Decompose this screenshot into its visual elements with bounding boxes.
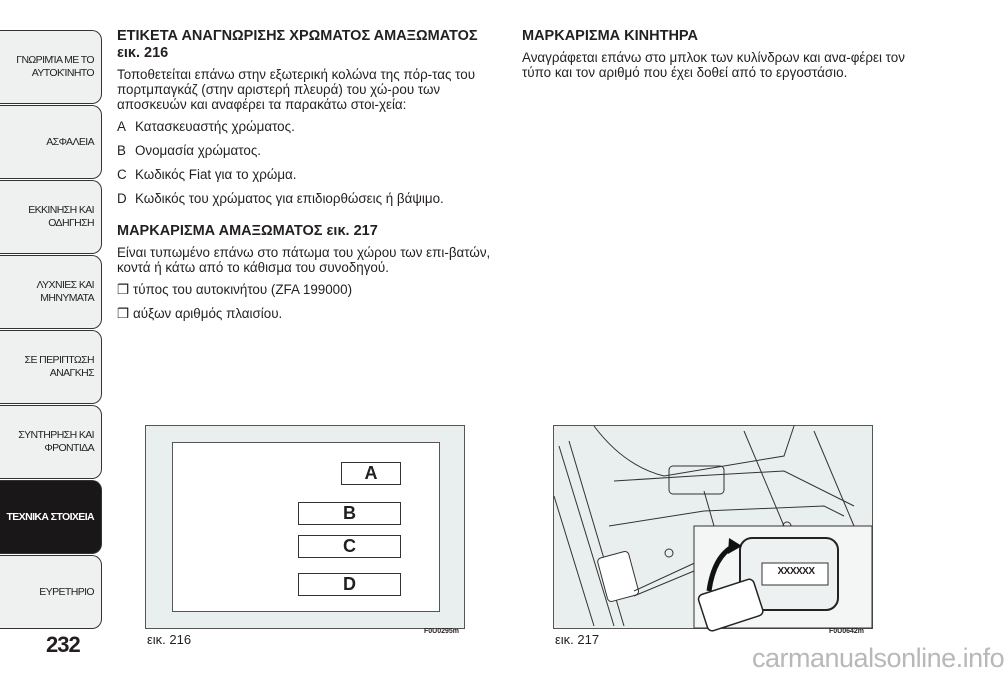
tab-technical-data[interactable] xyxy=(0,480,102,554)
list-item xyxy=(117,306,502,321)
checkbox-bullet-icon: ❒ xyxy=(117,282,130,297)
left-column xyxy=(117,28,502,330)
tab-label: ΤΕΧΝΙΚΑ ΣΤΟΙΧΕΙΑ xyxy=(6,510,94,523)
tab-maintenance[interactable] xyxy=(0,405,102,479)
item-text: τύπος του αυτοκινήτου (ZFA 199000) xyxy=(133,282,353,297)
tab-emergency[interactable] xyxy=(0,330,102,404)
floor-marking-illustration xyxy=(554,426,872,628)
right-column xyxy=(522,28,907,87)
figure-code: F0U0295m xyxy=(424,628,460,635)
paragraph: Είναι τυπωμένο επάνω στο πάτωμα του χώρου των επι-βατών, κοντά ή κάτω από το κάθισμα του συνοδηγού. xyxy=(117,245,491,275)
label-a: A xyxy=(341,462,401,485)
item-text: Κωδικός του χρώματος για επιδιορθώσεις ή βάψιμο. xyxy=(135,191,444,206)
item-key: C xyxy=(117,167,127,182)
tab-label: ΕΚΚΙΝΗΣΗ ΚΑΙ ΟΔΗΓΗΣΗ xyxy=(28,204,94,229)
section-title: ΜΑΡΚΑΡΙΣΜΑ ΚΙΝΗΤΗΡΑ xyxy=(522,28,698,44)
figure-code: F0U0642m xyxy=(829,628,865,635)
item-text: αύξων αριθμός πλαισίου. xyxy=(133,306,283,321)
tab-lights-messages[interactable] xyxy=(0,255,102,329)
tab-getting-to-know[interactable] xyxy=(0,30,102,104)
section-title: ΕΤΙΚΕΤΑ ΑΝΑΓΝΩΡΙΣΗΣ ΧΡΩΜΑΤΟΣ ΑΜΑΞΩΜΑΤΟΣ εικ. 216 xyxy=(117,28,478,61)
page-number: 232 xyxy=(46,632,80,657)
tab-starting-driving[interactable] xyxy=(0,180,102,254)
item-text: Κωδικός Fiat για το χρώμα. xyxy=(135,167,297,182)
paragraph: Αναγράφεται επάνω στο μπλοκ των κυλίνδρων και ανα-φέρει τον τύπο και τον αριθμό που έχει δοθεί από το εργοστάσιο. xyxy=(522,50,905,80)
paint-label-illustration xyxy=(172,442,440,612)
list-item xyxy=(117,191,502,206)
label-d: D xyxy=(298,573,401,596)
checkbox-bullet-icon: ❒ xyxy=(117,306,130,321)
item-text: Ονομασία χρώματος. xyxy=(135,143,261,158)
paragraph: Τοποθετείται επάνω στην εξωτερική κολώνα της πόρ-τας του πορτμπαγκάζ (στην αριστερή πλευρά) του χώ-ρου των αποσκευών και αναφέρει τα παρακάτω στοι-χεία: xyxy=(117,67,476,112)
watermark: carmanualsonline.info xyxy=(752,643,1004,673)
plate-text: XXXXXX xyxy=(777,566,815,577)
figure-216 xyxy=(145,425,465,629)
tab-label: ΓΝΩΡΙΜΊΑ ΜΕ ΤΟ ΑΥΤΟΚΊΝΗΤΟ xyxy=(16,54,94,79)
list-item xyxy=(117,282,502,297)
tab-label: ΑΣΦΑΛΕΙΑ xyxy=(46,135,94,148)
item-key: A xyxy=(117,119,126,134)
tab-label: ΛΥΧΝΙΕΣ ΚΑΙ ΜΗΝΥΜΑΤΑ xyxy=(36,279,94,304)
tab-label: ΣΥΝΤΗΡΗΣΗ ΚΑΙ ΦΡΟΝΤΙΔΑ xyxy=(18,429,94,454)
list-item xyxy=(117,119,502,134)
label-b: B xyxy=(298,502,401,525)
item-text: Κατασκευαστής χρώματος. xyxy=(135,119,295,134)
figure-caption: εικ. 217 xyxy=(555,632,600,647)
tab-label: ΣΕ ΠΕΡΙΠΤΩΣΗ ΑΝΑΓΚΗΣ xyxy=(24,354,94,379)
tab-safety[interactable] xyxy=(0,105,102,179)
list-item xyxy=(117,143,502,158)
item-key: D xyxy=(117,191,127,206)
list-item xyxy=(117,167,502,182)
tab-index[interactable] xyxy=(0,555,102,629)
label-c: C xyxy=(298,535,401,558)
figure-217 xyxy=(553,425,873,629)
section-title: ΜΑΡΚΑΡΙΣΜΑ ΑΜΑΞΩΜΑΤΟΣ εικ. 217 xyxy=(117,223,378,239)
figure-caption: εικ. 216 xyxy=(147,632,192,647)
item-key: B xyxy=(117,143,126,158)
tab-label: ΕΥΡΕΤΗΡΙΟ xyxy=(39,585,94,598)
